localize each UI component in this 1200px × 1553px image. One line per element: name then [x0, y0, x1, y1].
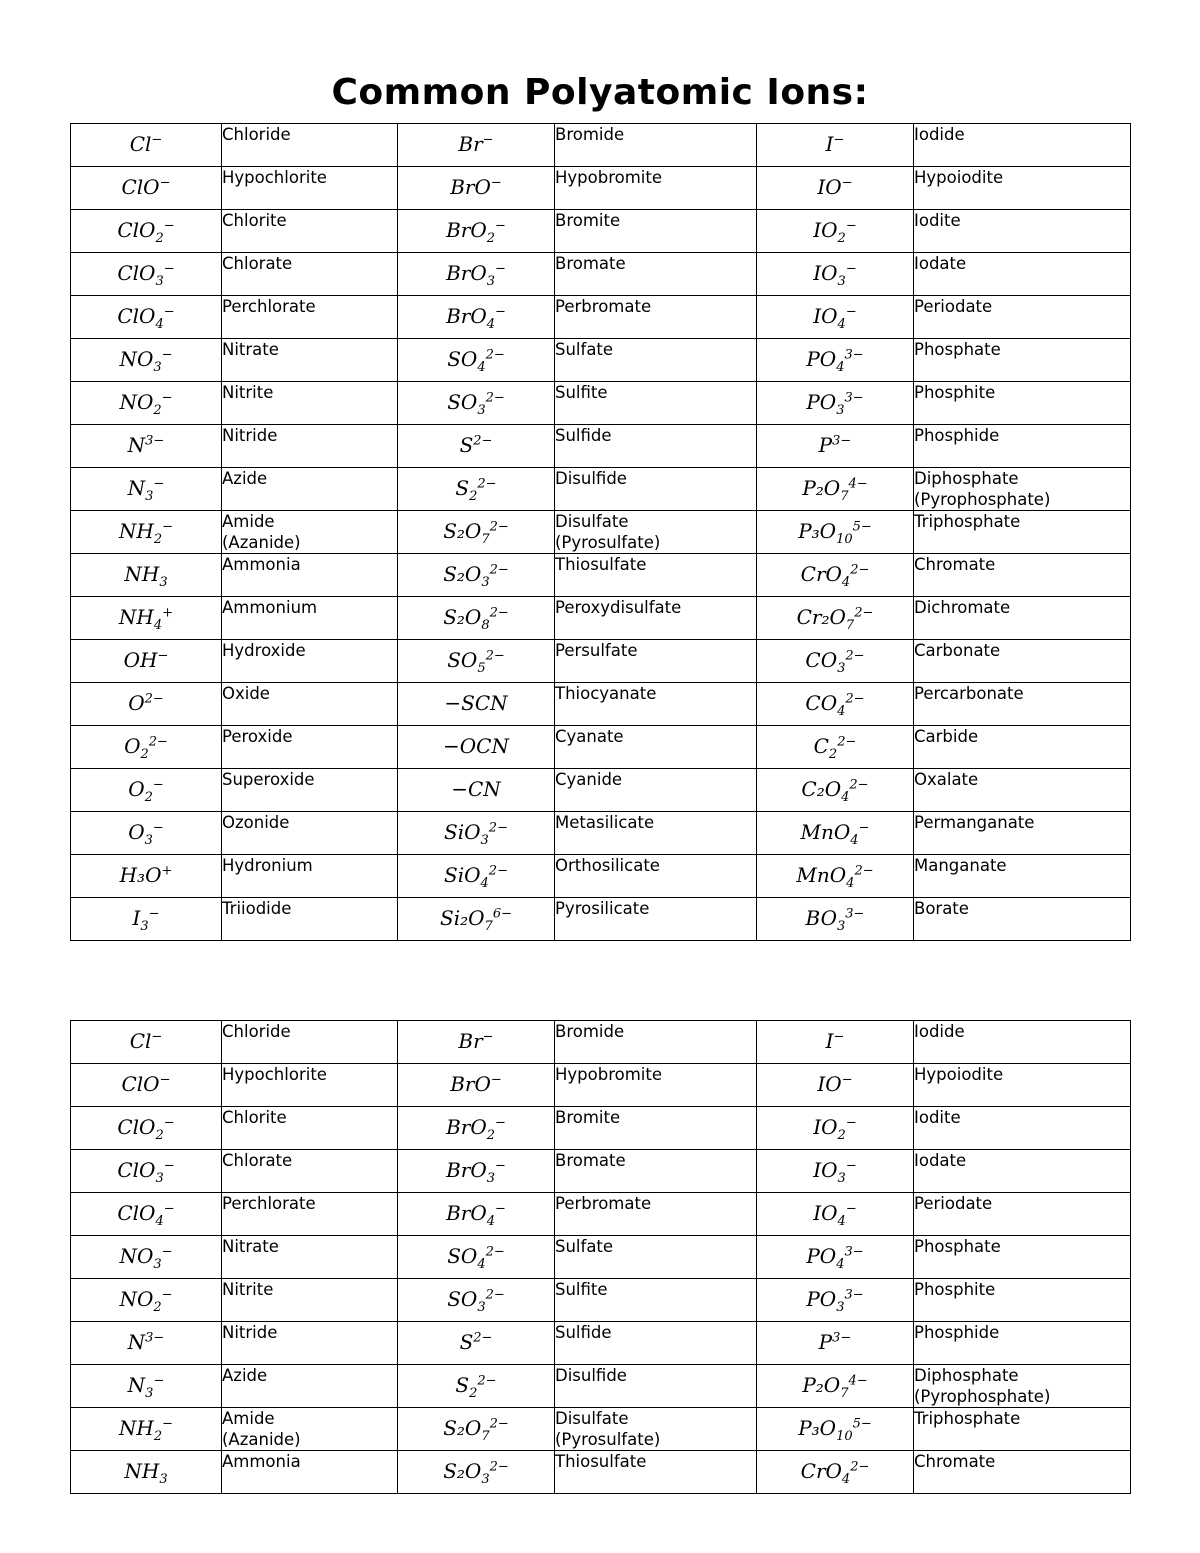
ion-formula: $S_2O_7^{2-}$ — [398, 1408, 555, 1451]
ion-formula: $P_2O_7^{4-}$ — [757, 1365, 914, 1408]
ion-name: Hypobromite — [555, 167, 757, 210]
ion-formula: IO− — [757, 167, 914, 210]
ion-formula: BrO− — [398, 167, 555, 210]
ion-formula: $S^{2-}$ — [398, 425, 555, 468]
ion-name: Hypochlorite — [222, 167, 398, 210]
ion-formula: $IO_2^-$ — [757, 210, 914, 253]
ion-name: Bromate — [555, 253, 757, 296]
ion-formula: SiO$_4^{2-}$ — [398, 855, 555, 898]
ion-formula: $CO_4^{2-}$ — [757, 683, 914, 726]
table-row — [71, 1365, 1131, 1408]
ion-formula: BrO$_4$− — [398, 1193, 555, 1236]
ion-name: Chloride — [222, 1021, 398, 1064]
ion-formula: $S_2^{2-}$ — [398, 468, 555, 511]
ion-formula: $IO_4^-$ — [757, 296, 914, 339]
ion-name: Sulfate — [555, 1236, 757, 1279]
ion-name: Orthosilicate — [555, 855, 757, 898]
ion-formula: $NH_2^-$ — [71, 511, 222, 554]
ion-formula: BrO$_3$− — [398, 1150, 555, 1193]
ion-name: Oxide — [222, 683, 398, 726]
ion-formula: $N^{3-}$ — [71, 425, 222, 468]
ion-formula: $NH_2^-$ — [71, 1408, 222, 1451]
ion-name: Triiodide — [222, 898, 398, 941]
ion-name: Nitride — [222, 425, 398, 468]
ion-formula: SiO$_3^{2-}$ — [398, 812, 555, 855]
ion-formula: $IO_4^-$ — [757, 1193, 914, 1236]
ion-formula: $IO_2^-$ — [757, 1107, 914, 1150]
table-row — [71, 640, 1131, 683]
ion-name: Amide (Azanide) — [222, 511, 398, 554]
ion-formula: $P_3O_{10}^{5-}$ — [757, 511, 914, 554]
ion-formula: CrO$_4^{2-}$ — [757, 1451, 914, 1494]
ion-name: Peroxide — [222, 726, 398, 769]
table-row — [71, 1279, 1131, 1322]
ion-name: Ammonia — [222, 1451, 398, 1494]
ion-formula: BrO$_2$− — [398, 1107, 555, 1150]
ion-formula: Cl− — [71, 1021, 222, 1064]
table-row — [71, 253, 1131, 296]
ion-formula: $PO_3^{3-}$ — [757, 1279, 914, 1322]
ion-formula: $SO_4^{2-}$ — [398, 339, 555, 382]
ion-name: Metasilicate — [555, 812, 757, 855]
ion-formula: $SO_5^{2-}$ — [398, 640, 555, 683]
ion-formula: Br− — [398, 1021, 555, 1064]
ion-name: Dichromate — [914, 597, 1131, 640]
ion-name: Nitrite — [222, 382, 398, 425]
ion-formula: ClO$_4$− — [71, 296, 222, 339]
ion-name: Bromate — [555, 1150, 757, 1193]
ion-formula: $NH_3$ — [71, 1451, 222, 1494]
ion-name: Sulfate — [555, 339, 757, 382]
ion-name: Hypoiodite — [914, 167, 1131, 210]
table-row — [71, 1322, 1131, 1365]
table-row — [71, 296, 1131, 339]
ion-formula: $IO_3^-$ — [757, 253, 914, 296]
ion-name: Iodate — [914, 1150, 1131, 1193]
ion-name: Chlorite — [222, 1107, 398, 1150]
ion-name: Bromide — [555, 1021, 757, 1064]
ion-formula: $S_2O_8^{2-}$ — [398, 597, 555, 640]
ion-formula: $NO_3^-$ — [71, 1236, 222, 1279]
ion-name: Oxalate — [914, 769, 1131, 812]
ion-table-primary — [70, 123, 1131, 941]
ion-formula: I− — [757, 124, 914, 167]
ion-name: Disulfide — [555, 468, 757, 511]
ion-formula: Cl− — [71, 124, 222, 167]
ion-name: Perbromate — [555, 296, 757, 339]
ion-name: Diphosphate (Pyrophosphate) — [914, 468, 1131, 511]
ion-name: Iodate — [914, 253, 1131, 296]
ion-formula: $P^{3-}$ — [757, 425, 914, 468]
ion-name: Hydronium — [222, 855, 398, 898]
ion-formula: $O_3^-$ — [71, 812, 222, 855]
ion-name: Sulfide — [555, 425, 757, 468]
ion-formula: ClO$_3$− — [71, 1150, 222, 1193]
ion-formula: $SO_3^{2-}$ — [398, 382, 555, 425]
ion-name: Disulfate (Pyrosulfate) — [555, 1408, 757, 1451]
ion-name: Bromite — [555, 210, 757, 253]
table-row — [71, 855, 1131, 898]
ion-formula: $N_3^-$ — [71, 468, 222, 511]
table-row — [71, 167, 1131, 210]
ion-formula: −SCN — [398, 683, 555, 726]
ion-name: Phosphite — [914, 382, 1131, 425]
table-row — [71, 1236, 1131, 1279]
ion-formula: $Cr_2O_7^{2-}$ — [757, 597, 914, 640]
ion-name: Iodite — [914, 210, 1131, 253]
ion-table-body — [71, 124, 1131, 941]
ion-name: Chromate — [914, 1451, 1131, 1494]
ion-formula: Br− — [398, 124, 555, 167]
table-row — [71, 210, 1131, 253]
ion-formula: ClO$_4$− — [71, 1193, 222, 1236]
ion-formula: $NH_3$ — [71, 554, 222, 597]
ion-name: Ozonide — [222, 812, 398, 855]
ion-table-repeat — [70, 1020, 1131, 1494]
ion-name: Iodide — [914, 124, 1131, 167]
ion-formula: $IO_3^-$ — [757, 1150, 914, 1193]
ion-name: Bromide — [555, 124, 757, 167]
ion-formula: ClO$_2$− — [71, 1107, 222, 1150]
ion-name: Periodate — [914, 1193, 1131, 1236]
table-row — [71, 425, 1131, 468]
table-row — [71, 1451, 1131, 1494]
ion-name: Hypochlorite — [222, 1064, 398, 1107]
ion-name: Nitrate — [222, 339, 398, 382]
table-row — [71, 1193, 1131, 1236]
ion-name: Pyrosilicate — [555, 898, 757, 941]
ion-name: Perbromate — [555, 1193, 757, 1236]
ion-formula: $NO_2^-$ — [71, 1279, 222, 1322]
ion-name: Iodide — [914, 1021, 1131, 1064]
ion-name: Thiocyanate — [555, 683, 757, 726]
table-row — [71, 726, 1131, 769]
ion-formula: −OCN — [398, 726, 555, 769]
ion-name: Superoxide — [222, 769, 398, 812]
ion-name: Carbonate — [914, 640, 1131, 683]
ion-name: Disulfide — [555, 1365, 757, 1408]
ion-name: Nitride — [222, 1322, 398, 1365]
ion-formula: IO− — [757, 1064, 914, 1107]
ion-name: Ammonia — [222, 554, 398, 597]
ion-name: Diphosphate (Pyrophosphate) — [914, 1365, 1131, 1408]
ion-name: Phosphide — [914, 1322, 1131, 1365]
ion-name: Sulfite — [555, 1279, 757, 1322]
ion-formula: ClO$_3$− — [71, 253, 222, 296]
table-row — [71, 554, 1131, 597]
ion-formula: $P^{3-}$ — [757, 1322, 914, 1365]
ion-name: Phosphite — [914, 1279, 1131, 1322]
ion-formula: $O_2^-$ — [71, 769, 222, 812]
ion-name: Percarbonate — [914, 683, 1131, 726]
ion-name: Cyanide — [555, 769, 757, 812]
table-row — [71, 1150, 1131, 1193]
ion-formula: $O_2^{2-}$ — [71, 726, 222, 769]
ion-formula: $O^{2-}$ — [71, 683, 222, 726]
ion-formula: $C_2O_4^{2-}$ — [757, 769, 914, 812]
ion-name: Triphosphate — [914, 511, 1131, 554]
ion-formula: BrO$_4$− — [398, 296, 555, 339]
ion-name: Amide (Azanide) — [222, 1408, 398, 1451]
ion-name: Peroxydisulfate — [555, 597, 757, 640]
ion-name: Hypoiodite — [914, 1064, 1131, 1107]
ion-formula: $Si_2O_7^{6-}$ — [398, 898, 555, 941]
ion-formula: $PO_3^{3-}$ — [757, 382, 914, 425]
table-row — [71, 339, 1131, 382]
ion-formula: MnO$_4^{2-}$ — [757, 855, 914, 898]
ion-name: Chlorate — [222, 253, 398, 296]
ion-name: Nitrite — [222, 1279, 398, 1322]
ion-name: Chlorite — [222, 210, 398, 253]
table-row — [71, 1107, 1131, 1150]
ion-formula: $N_3^-$ — [71, 1365, 222, 1408]
ion-name: Iodite — [914, 1107, 1131, 1150]
ion-formula: $SO_4^{2-}$ — [398, 1236, 555, 1279]
ion-name: Chlorate — [222, 1150, 398, 1193]
ion-name: Cyanate — [555, 726, 757, 769]
ion-formula: ClO$_2$− — [71, 210, 222, 253]
ion-name: Permanganate — [914, 812, 1131, 855]
ion-formula: $CO_3^{2-}$ — [757, 640, 914, 683]
ion-formula: CrO$_4^{2-}$ — [757, 554, 914, 597]
ion-formula: $P_2O_7^{4-}$ — [757, 468, 914, 511]
ion-formula: $S^{2-}$ — [398, 1322, 555, 1365]
ion-formula: $NO_3^-$ — [71, 339, 222, 382]
ion-formula: −CN — [398, 769, 555, 812]
ion-formula: $S_2O_3^{2-}$ — [398, 1451, 555, 1494]
table-row — [71, 468, 1131, 511]
ion-formula: $BO_3^{3-}$ — [757, 898, 914, 941]
ion-name: Phosphate — [914, 339, 1131, 382]
ion-name: Hydroxide — [222, 640, 398, 683]
ion-formula: $SO_3^{2-}$ — [398, 1279, 555, 1322]
ion-formula: $S_2O_3^{2-}$ — [398, 554, 555, 597]
ion-name: Chromate — [914, 554, 1131, 597]
ion-name: Phosphate — [914, 1236, 1131, 1279]
table-row — [71, 597, 1131, 640]
ion-formula: $P_3O_{10}^{5-}$ — [757, 1408, 914, 1451]
ion-name: Borate — [914, 898, 1131, 941]
table-row — [71, 812, 1131, 855]
table-row — [71, 124, 1131, 167]
ion-formula: BrO$_3$− — [398, 253, 555, 296]
ion-name: Phosphide — [914, 425, 1131, 468]
ion-formula: $I_3^-$ — [71, 898, 222, 941]
ion-formula: $PO_4^{3-}$ — [757, 1236, 914, 1279]
ion-name: Hypobromite — [555, 1064, 757, 1107]
table-row — [71, 511, 1131, 554]
ion-name: Disulfate (Pyrosulfate) — [555, 511, 757, 554]
ion-name: Ammonium — [222, 597, 398, 640]
ion-name: Nitrate — [222, 1236, 398, 1279]
ion-name: Carbide — [914, 726, 1131, 769]
ion-formula: $NO_2^-$ — [71, 382, 222, 425]
table-row — [71, 683, 1131, 726]
ion-name: Persulfate — [555, 640, 757, 683]
table-row — [71, 769, 1131, 812]
table-row — [71, 1021, 1131, 1064]
ion-table-body — [71, 1021, 1131, 1494]
ion-name: Sulfide — [555, 1322, 757, 1365]
ion-name: Azide — [222, 1365, 398, 1408]
ion-formula: H₃O+ — [71, 855, 222, 898]
table-row — [71, 1408, 1131, 1451]
table-row — [71, 898, 1131, 941]
ion-formula: BrO$_2$− — [398, 210, 555, 253]
ion-name: Periodate — [914, 296, 1131, 339]
table-row — [71, 1064, 1131, 1107]
ion-name: Triphosphate — [914, 1408, 1131, 1451]
ion-formula: I− — [757, 1021, 914, 1064]
ion-formula: $PO_4^{3-}$ — [757, 339, 914, 382]
ion-formula: ClO− — [71, 1064, 222, 1107]
ion-name: Azide — [222, 468, 398, 511]
ion-name: Chloride — [222, 124, 398, 167]
ion-name: Perchlorate — [222, 1193, 398, 1236]
ion-formula: $S_2^{2-}$ — [398, 1365, 555, 1408]
ion-formula: MnO$_4$− — [757, 812, 914, 855]
ion-name: Perchlorate — [222, 296, 398, 339]
ion-formula: OH− — [71, 640, 222, 683]
ion-name: Sulfite — [555, 382, 757, 425]
ion-formula: BrO− — [398, 1064, 555, 1107]
ion-formula: $C_2^{2-}$ — [757, 726, 914, 769]
ion-formula: $NH_4^+$ — [71, 597, 222, 640]
ion-name: Manganate — [914, 855, 1131, 898]
ion-name: Thiosulfate — [555, 1451, 757, 1494]
ion-formula: ClO− — [71, 167, 222, 210]
ion-name: Bromite — [555, 1107, 757, 1150]
page-title: Common Polyatomic Ions: — [331, 72, 869, 113]
ion-formula: $S_2O_7^{2-}$ — [398, 511, 555, 554]
table-row — [71, 382, 1131, 425]
ion-name: Thiosulfate — [555, 554, 757, 597]
ion-formula: $N^{3-}$ — [71, 1322, 222, 1365]
